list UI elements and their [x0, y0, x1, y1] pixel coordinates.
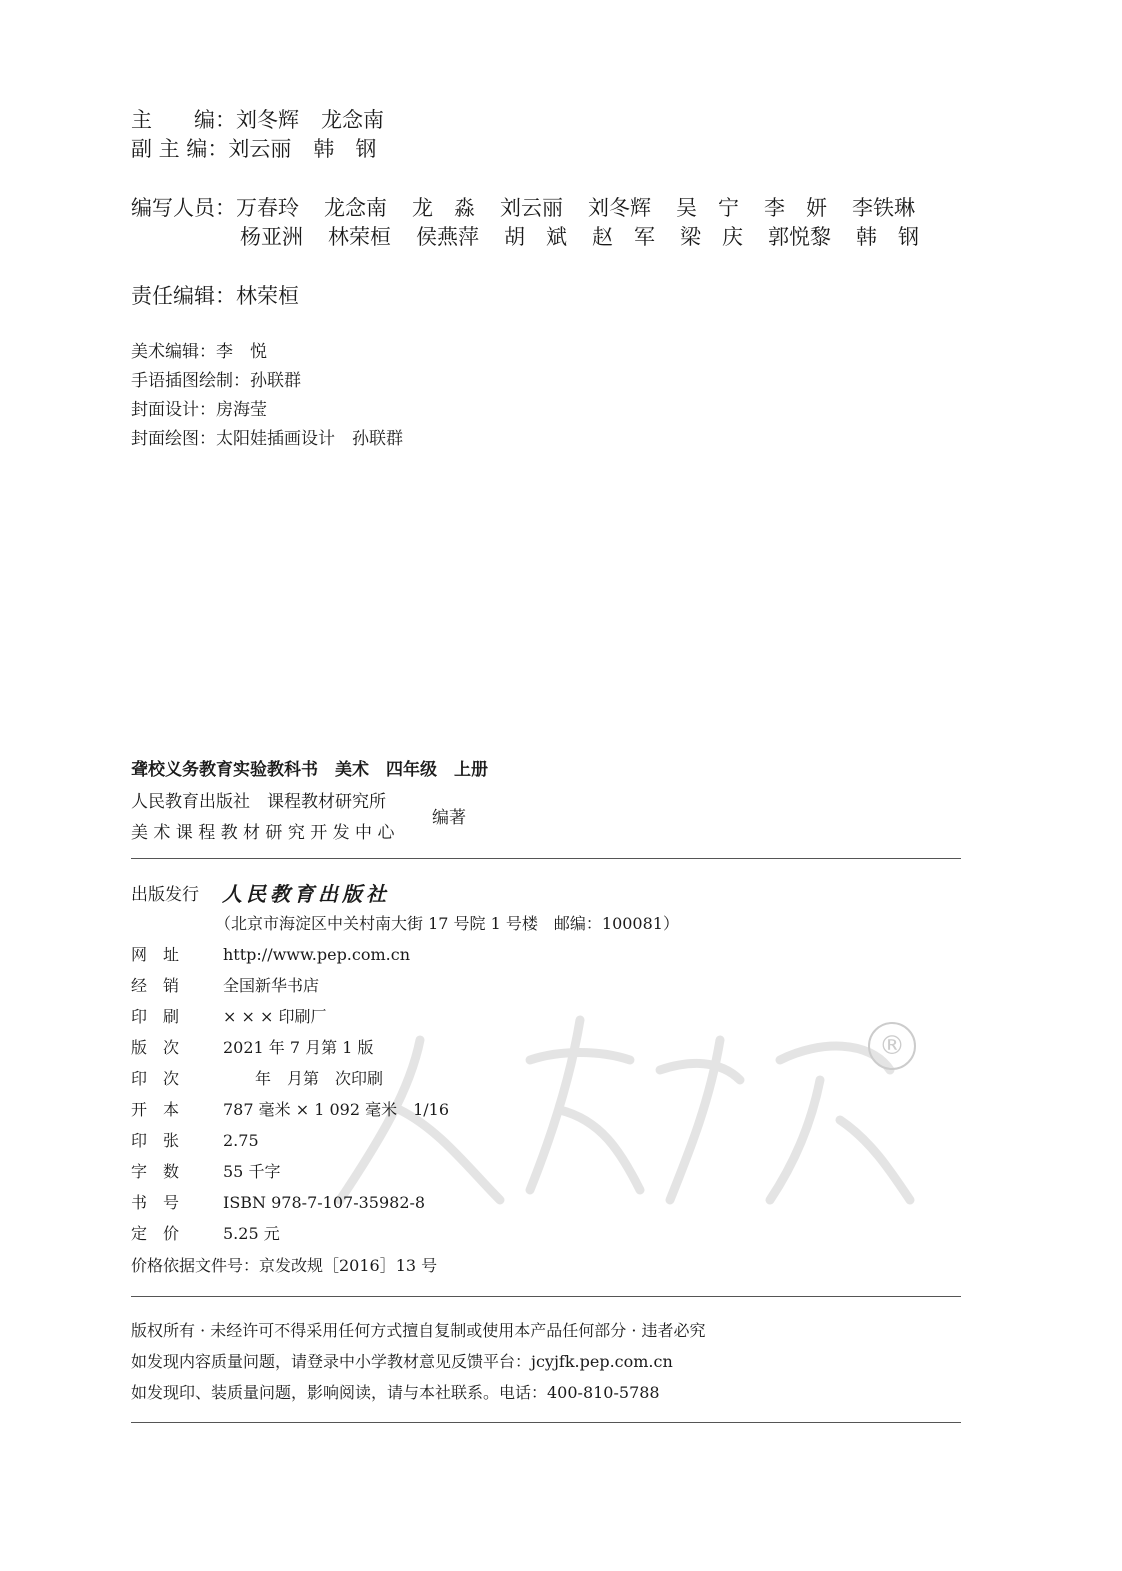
publication-field-row — [131, 1221, 280, 1244]
field-label: 网 址 — [131, 945, 180, 964]
field-label: 字 数 — [131, 1162, 180, 1181]
deputy-editor-line — [131, 133, 376, 163]
field-value: http://www.pep.com.cn — [223, 945, 411, 964]
divider — [131, 858, 961, 859]
compiled-by: 编著 — [432, 808, 466, 828]
publication-field-row — [131, 1035, 374, 1058]
writer-name: 龙 淼 — [412, 196, 475, 220]
deputy-editor-name: 韩 钢 — [313, 137, 377, 161]
publication-field-row — [131, 1004, 326, 1027]
writer-name: 林荣桓 — [328, 225, 391, 249]
writers-line-1 — [131, 192, 915, 222]
field-label: 印 刷 — [131, 1007, 180, 1026]
field-value: ISBN 978-7-107-35982-8 — [223, 1193, 426, 1212]
writer-name: 郭悦黎 — [768, 225, 831, 249]
writer-name: 龙念南 — [324, 196, 387, 220]
field-value: 2.75 — [223, 1131, 259, 1150]
cover-design-line: 封面设计：房海莹 — [131, 400, 267, 420]
field-label: 定 价 — [131, 1224, 180, 1243]
writer-name: 侯燕萍 — [416, 225, 479, 249]
writer-name: 刘云丽 — [500, 196, 563, 220]
field-value: × × × 印刷厂 — [223, 1007, 327, 1026]
field-label: 经 销 — [131, 976, 180, 995]
responsible-editor-label: 责任编辑： — [131, 284, 236, 308]
writer-name: 李 妍 — [764, 196, 827, 220]
writers-line-2 — [240, 221, 919, 251]
publication-field-row — [131, 942, 410, 965]
field-label: 书 号 — [131, 1193, 180, 1212]
field-value: 年 月第 次印刷 — [223, 1069, 384, 1088]
publication-field-row — [131, 1128, 259, 1151]
registered-trademark-icon: ® — [868, 1022, 916, 1070]
writers-names-row-2 — [240, 221, 919, 251]
book-title: 聋校义务教育实验教科书 美术 四年级 上册 — [131, 760, 488, 780]
publication-field-row — [131, 1159, 280, 1182]
writer-name: 韩 钢 — [856, 225, 919, 249]
print-issue-notice: 如发现印、装质量问题，影响阅读，请与本社联系。电话：400-810-5788 — [131, 1383, 660, 1402]
art-editor-line: 美术编辑：李 悦 — [131, 342, 267, 362]
responsible-editor-name: 林荣桓 — [236, 284, 299, 308]
writers-names-row-1 — [236, 192, 915, 222]
writer-name: 胡 斌 — [504, 225, 567, 249]
chief-editor-line — [131, 104, 384, 134]
writer-name: 吴 宁 — [676, 196, 739, 220]
publisher-address: （北京市海淀区中关村南大街 17 号院 1 号楼 邮编：100081） — [215, 914, 679, 933]
writer-name: 杨亚洲 — [240, 225, 303, 249]
price-basis: 价格依据文件号：京发改规［2016］13 号 — [131, 1256, 438, 1275]
deputy-editor-name: 刘云丽 — [228, 137, 292, 161]
field-value: 787 毫米 × 1 092 毫米 1/16 — [223, 1100, 450, 1119]
writer-name: 刘冬辉 — [588, 196, 651, 220]
publication-field-row — [131, 1190, 425, 1213]
writer-name: 李铁琳 — [852, 196, 915, 220]
chief-editor-name: 刘冬辉 — [236, 108, 299, 132]
content-issue-notice: 如发现内容质量问题，请登录中小学教材意见反馈平台：jcyjfk.pep.com.cn — [131, 1352, 673, 1371]
publication-field-row — [131, 1097, 449, 1120]
sign-language-illustration-line: 手语插图绘制：孙联群 — [131, 371, 301, 391]
publisher-label: 出版发行 — [131, 885, 199, 905]
field-value: 5.25 元 — [223, 1224, 280, 1243]
field-label: 版 次 — [131, 1038, 180, 1057]
chief-editor-label: 主 编： — [131, 108, 236, 132]
copyright-notice: 版权所有 · 未经许可不得采用任何方式擅自复制或使用本产品任何部分 · 违者必究 — [131, 1321, 706, 1340]
publication-field-row — [131, 973, 319, 996]
field-value: 2021 年 7 月第 1 版 — [223, 1038, 374, 1057]
field-value: 全国新华书店 — [223, 976, 320, 995]
writer-name: 赵 军 — [592, 225, 655, 249]
responsible-editor-line — [131, 280, 299, 310]
field-label: 开 本 — [131, 1100, 180, 1119]
compiler-line-2: 美 术 课 程 教 材 研 究 开 发 中 心 — [131, 823, 395, 843]
compiler-line-1: 人民教育出版社 课程教材研究所 — [131, 792, 386, 812]
field-label: 印 张 — [131, 1131, 180, 1150]
writer-name: 万春玲 — [236, 196, 299, 220]
divider — [131, 1422, 961, 1423]
publication-field-row — [131, 1066, 383, 1089]
publisher-logo: 人民教育出版社 — [222, 882, 390, 906]
chief-editor-name: 龙念南 — [321, 108, 384, 132]
deputy-editor-label: 副 主 编： — [131, 137, 229, 161]
field-label: 印 次 — [131, 1069, 180, 1088]
field-value: 55 千字 — [223, 1162, 281, 1181]
writer-name: 梁 庆 — [680, 225, 743, 249]
divider — [131, 1296, 961, 1297]
writers-label: 编写人员： — [131, 196, 236, 220]
cover-illustration-line: 封面绘图：太阳娃插画设计 孙联群 — [131, 429, 403, 449]
